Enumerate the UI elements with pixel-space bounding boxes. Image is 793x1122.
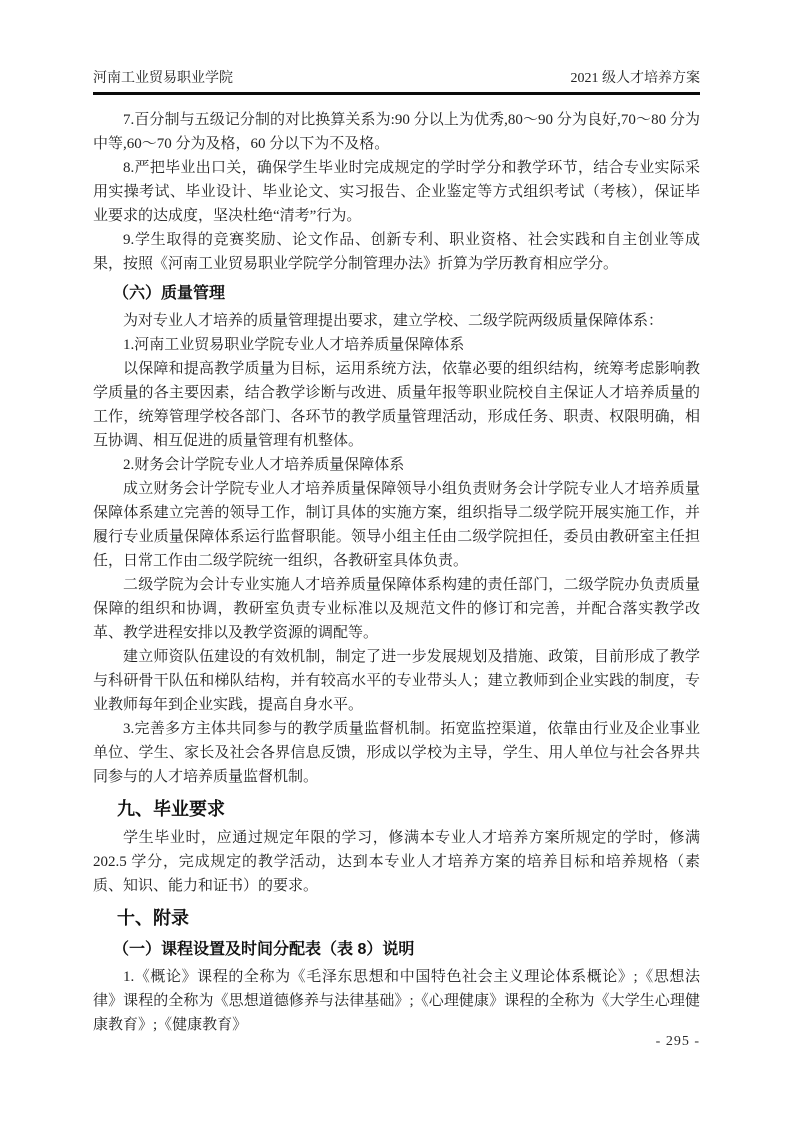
para-graduation-requirements: 学生毕业时，应通过规定年限的学习，修满本专业人才培养方案所规定的学时，修满 202.5 学分，完成规定的教学活动，达到本专业人才培养方案的培养目标和培养规格（素质、知识、能力和证书）的要求。 bbox=[93, 829, 700, 894]
para-grade-conversion: 7.百分制与五级记分制的对比换算关系为:90 分以上为优秀,80～90 分为良好,70～80 分为中等,60～70 分为及格，60 分以下为不及格。 bbox=[93, 111, 700, 152]
para-multi-party-supervision: 3.完善多方主体共同参与的教学质量监督机制。拓宽监控渠道，依靠由行业及企业事业单位、学生、家长及社会各界信息反馈，形成以学校为主导，学生、用人单位与社会各界共同参与的人才培养质量监督机制。 bbox=[93, 720, 700, 785]
heading-graduation-requirements: 九、毕业要求 bbox=[117, 798, 225, 819]
para-achievement-credits: 9.学生取得的竞赛奖励、论文作品、创新专利、职业资格、社会实践和自主创业等成果，按照《河南工业贸易职业学院学分制管理办法》折算为学历教育相应学分。 bbox=[93, 231, 700, 272]
document-body bbox=[93, 95, 700, 1037]
header-left-text: 河南工业贸易职业学院 bbox=[93, 71, 233, 86]
para-college-responsibility: 二级学院为会计专业实施人才培养质量保障体系构建的责任部门，二级学院办负责质量保障的组织和协调，教研室负责专业标准以及规范文件的修订和完善，并配合落实教学改革、教学进程安排以及教学资源的调配等。 bbox=[93, 576, 700, 641]
heading-quality-management: （六）质量管理 bbox=[113, 284, 226, 302]
page-number: - 295 - bbox=[655, 1034, 700, 1049]
para-school-system-title: 1.河南工业贸易职业学院专业人才培养质量保障体系 bbox=[123, 336, 465, 353]
para-college-system-detail: 成立财务会计学院专业人才培养质量保障领导小组负责财务会计学院专业人才培养质量保障体系建立完善的领导工作，制订具体的实施方案，组织指导二级学院开展实施工作，并履行专业质量保障体系运行监督职能。领导小组主任由二级学院担任，委员由教研室主任担任，日常工作由二级学院统一组织，各教研室具体负责。 bbox=[93, 480, 700, 569]
para-graduation-gate: 8.严把毕业出口关，确保学生毕业时完成规定的学时学分和教学环节，结合专业实际采用实操考试、毕业设计、毕业论文、实习报告、企业鉴定等方式组织考试（考核），保证毕业要求的达成度，坚决杜绝“清考”行为。 bbox=[93, 159, 700, 224]
header-right-text: 2021 级人才培养方案 bbox=[570, 71, 700, 86]
para-quality-intro: 为对专业人才培养的质量管理提出要求，建立学校、二级学院两级质量保障体系： bbox=[123, 312, 664, 329]
para-course-full-names: 1.《概论》课程的全称为《毛泽东思想和中国特色社会主义理论体系概论》;《思想法律》课程的全称为《思想道德修养与法律基础》;《心理健康》课程的全称为《大学生心理健康教育》;《健康教育》 bbox=[93, 968, 700, 1033]
heading-course-table-note: （一）课程设置及时间分配表（表 8）说明 bbox=[113, 940, 415, 958]
para-school-system-detail: 以保障和提高教学质量为目标，运用系统方法，依靠必要的组织结构，统筹考虑影响教学质量的各主要因素，结合教学诊断与改进、质量年报等职业院校自主保证人才培养质量的工作，统筹管理学校各部门、各环节的教学质量管理活动，形成任务、职责、权限明确，相互协调、相互促进的质量管理有机整体。 bbox=[93, 360, 700, 449]
page-header bbox=[93, 0, 700, 87]
page-footer bbox=[656, 1034, 700, 1050]
para-faculty-mechanism: 建立师资队伍建设的有效机制，制定了进一步发展规划及措施、政策，目前形成了教学与科研骨干队伍和梯队结构，并有较高水平的专业带头人；建立教师到企业实践的制度，专业教师每年到企业实践，提高自身水平。 bbox=[93, 648, 700, 713]
para-college-system-title: 2.财务会计学院专业人才培养质量保障体系 bbox=[123, 456, 405, 473]
heading-appendix: 十、附录 bbox=[117, 907, 189, 928]
